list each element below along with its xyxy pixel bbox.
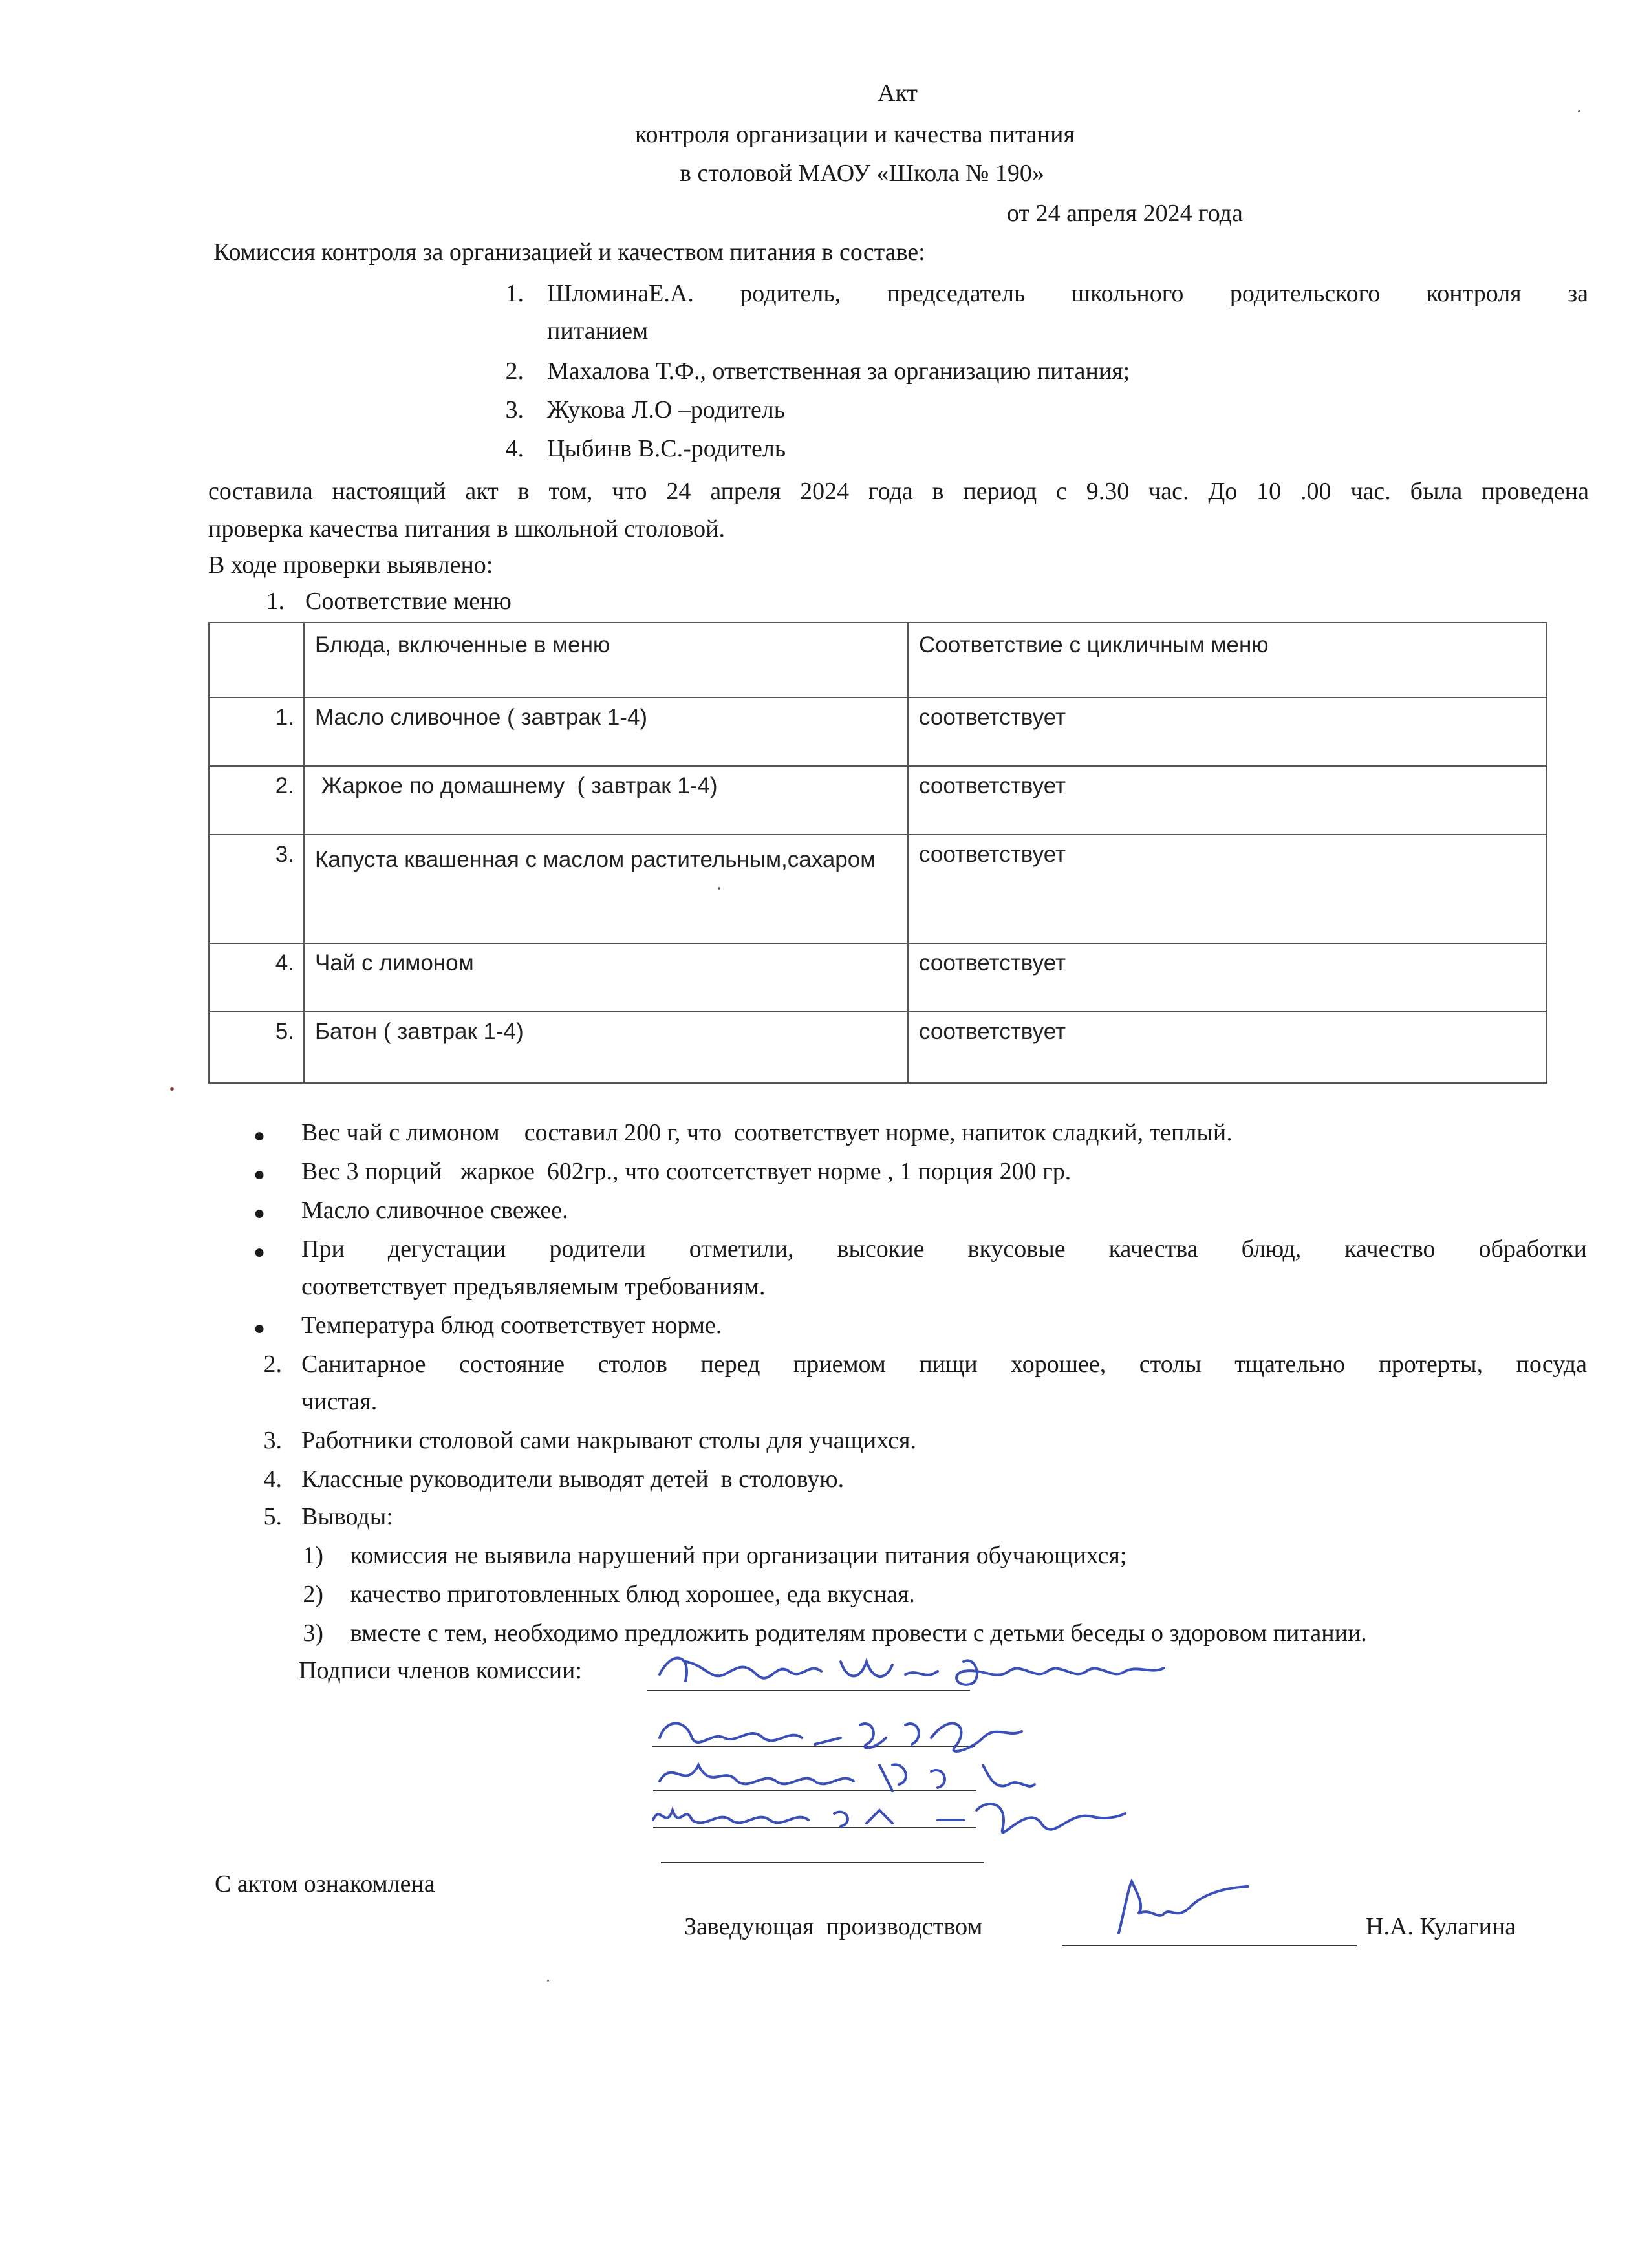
scan-speck xyxy=(547,1980,549,1982)
table-cell-dish: Чай с лимоном xyxy=(304,943,908,1012)
section-title: Соответствие меню xyxy=(305,588,512,615)
document-date: от 24 апреля 2024 года xyxy=(1007,200,1243,227)
table-row xyxy=(209,1012,1547,1083)
table-header-row xyxy=(209,623,1547,698)
table-cell-status: соответствует xyxy=(908,698,1547,766)
member-number: 2. xyxy=(505,358,524,385)
bullet-item: Вес 3 порций жаркое 602гр., что соотсетствует норме , 1 порция 200 гр. xyxy=(301,1158,1072,1185)
member-item: Махалова Т.Ф., ответственная за организацию питания; xyxy=(547,358,1130,385)
table-row xyxy=(209,835,1547,943)
bullet-item: Вес чай с лимоном составил 200 г, что соответствует норме, напиток сладкий, теплый. xyxy=(301,1119,1233,1146)
signatures-label: Подписи членов комиссии: xyxy=(299,1657,582,1684)
conclusion-number: 2) xyxy=(303,1581,323,1608)
handwritten-signature-shlomina xyxy=(640,1784,1132,1856)
table-cell-dish: Капуста квашенная с маслом растительным,сахаром xyxy=(304,835,908,943)
section-number: 1. xyxy=(266,588,285,615)
member-number: 4. xyxy=(505,435,524,462)
table-cell-num: 5. xyxy=(209,1012,304,1083)
conclusion-item: комиссия не выявила нарушений при организации питания обучающихся; xyxy=(350,1542,1127,1569)
table-cell-status: соответствует xyxy=(908,943,1547,1012)
item-number: 3. xyxy=(263,1427,282,1454)
table-cell-dish: Батон ( завтрак 1-4) xyxy=(304,1012,908,1083)
bullet-icon: ● xyxy=(253,1203,266,1224)
numbered-item: Выводы: xyxy=(301,1503,393,1530)
bullet-icon: ● xyxy=(253,1164,266,1185)
member-item: ШломинаЕ.А. родитель, председатель школьного родительского контроля за xyxy=(547,280,1588,307)
conclusion-item: вместе с тем, необходимо предложить родителям провести с детьми беседы о здоровом питании. xyxy=(350,1620,1367,1647)
bullet-item-continued: соответствует предъявляемым требованиям. xyxy=(301,1273,766,1300)
bullet-icon: ● xyxy=(253,1241,266,1263)
numbered-item-continued: чистая. xyxy=(301,1388,378,1415)
statement-line: проверка качества питания в школьной столовой. xyxy=(208,515,726,542)
statement-line: составила настоящий акт в том, что 24 апреля 2024 года в период с 9.30 час. До 10 .00 час. была проведена xyxy=(208,478,1589,505)
bullet-item: Температура блюд соответствует норме. xyxy=(301,1312,722,1339)
table-cell-dish: Жаркое по домашнему ( завтрак 1-4) xyxy=(304,766,908,835)
table-cell-num: 3. xyxy=(209,835,304,943)
commission-intro: Комиссия контроля за организацией и качеством питания в составе: xyxy=(213,239,925,266)
conclusion-number: 1) xyxy=(303,1542,323,1569)
bullet-item: Масло сливочное свежее. xyxy=(301,1197,568,1224)
numbered-item: Работники столовой сами накрывают столы для учащихся. xyxy=(301,1427,917,1454)
acknowledged-label: С актом ознакомлена xyxy=(215,1870,435,1898)
document-subtitle-school: в столовой МАОУ «Школа № 190» xyxy=(680,160,1044,187)
table-row xyxy=(209,766,1547,835)
document-subtitle: контроля организации и качества питания xyxy=(635,121,1075,148)
member-item-continued: питанием xyxy=(547,317,649,345)
item-number: 4. xyxy=(263,1466,282,1493)
table-cell-status: соответствует xyxy=(908,1012,1547,1083)
table-header-cell: Соответствие с цикличным меню xyxy=(908,623,1547,698)
item-number: 2. xyxy=(263,1351,282,1378)
numbered-item: Классные руководители выводят детей в столовую. xyxy=(301,1466,845,1493)
table-header-cell: Блюда, включенные в меню xyxy=(304,623,908,698)
table-header-cell xyxy=(209,623,304,698)
table-cell-status: соответствует xyxy=(908,835,1547,943)
findings-heading: В ходе проверки выявлено: xyxy=(208,551,493,579)
manager-label: Заведующая производством xyxy=(684,1913,983,1940)
table-cell-num: 4. xyxy=(209,943,304,1012)
member-number: 3. xyxy=(505,396,524,423)
table-row xyxy=(209,698,1547,766)
member-number: 1. xyxy=(505,280,524,307)
scan-speck xyxy=(1578,110,1580,112)
bullet-item: При дегустации родители отметили, высокие вкусовые качества блюд, качество обработки xyxy=(301,1236,1587,1263)
scan-speck xyxy=(718,887,720,890)
table-cell-dish: Масло сливочное ( завтрак 1-4) xyxy=(304,698,908,766)
table-row xyxy=(209,943,1547,1012)
signature-line xyxy=(661,1862,984,1863)
conclusion-number: 3) xyxy=(303,1620,323,1647)
manager-name: Н.А. Кулагина xyxy=(1366,1913,1516,1940)
numbered-item: Санитарное состояние столов перед приемом пищи хорошее, столы тщательно протерты, посуда xyxy=(301,1351,1587,1378)
table-cell-num: 1. xyxy=(209,698,304,766)
table-cell-status: соответствует xyxy=(908,766,1547,835)
member-item: Цыбинв В.С.-родитель xyxy=(547,435,786,462)
bullet-icon: ● xyxy=(253,1318,266,1339)
menu-table xyxy=(208,622,1547,1084)
item-number: 5. xyxy=(263,1503,282,1530)
bullet-icon: ● xyxy=(253,1125,266,1146)
table-cell-num: 2. xyxy=(209,766,304,835)
handwritten-signature-zhukova xyxy=(647,1636,1203,1707)
handwritten-signature-kulagina xyxy=(1093,1868,1261,1946)
conclusion-item: качество приготовленных блюд хорошее, еда вкусная. xyxy=(350,1581,915,1608)
scan-speck xyxy=(170,1087,174,1091)
document-title: Акт xyxy=(878,80,918,107)
member-item: Жукова Л.О –родитель xyxy=(547,396,786,423)
